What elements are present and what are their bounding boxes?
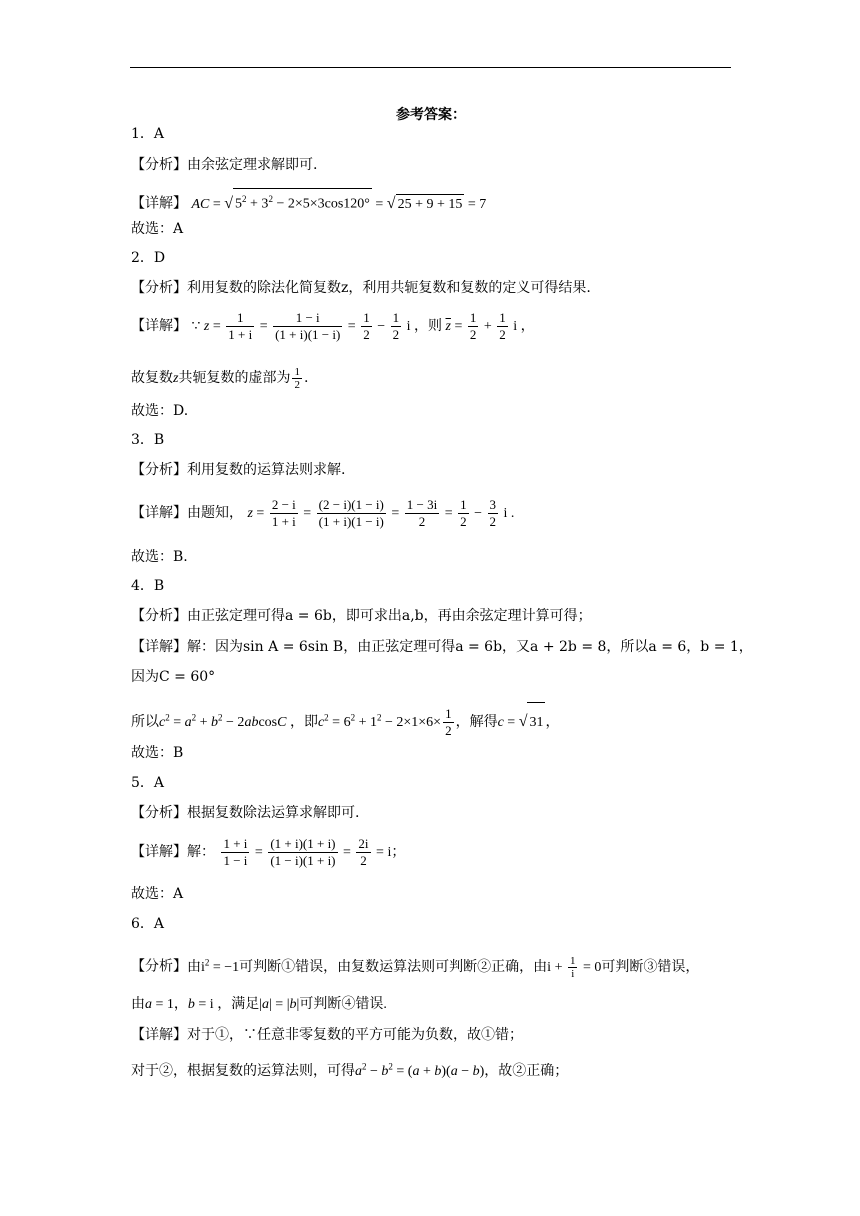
q3-detail-formula: z = $\frac{2 - i}{1 + i}$ = $\frac{(2 - i)(1 - i)}{(1 + i)(1 - i)}$ = $\frac{1 - 3i}{2}$ = $\frac{1}{2}$ − $\frac{3}{2}$ i . [247, 497, 515, 530]
q6-detail-2 [131, 1056, 568, 1082]
q6-analysis-cont [131, 994, 387, 1015]
q1-number: 1．A [131, 126, 165, 142]
q3-number: 3．B [131, 432, 165, 448]
q1-detail [131, 188, 486, 215]
q5-number: 5．A [131, 775, 165, 791]
q4-detail-tag: 【详解】 [131, 639, 187, 655]
q4-number: 4．B [131, 578, 165, 594]
q1-detail-tag: 【详解】 [131, 195, 187, 212]
page-title: 参考答案： [396, 107, 466, 123]
q2-analysis-tag: 【分析】 [131, 280, 187, 296]
q5-detail [131, 832, 405, 873]
q5-choice: 故选：A [131, 886, 184, 902]
q2-conclusion-text: 故复数z共轭复数的虚部为 $\frac{1}{2}$ . [131, 365, 309, 391]
q1-detail-formula: AC = √ $5^2 + 3^2 - 2\times 5\times 3\cos 120^\circ$ = √ 25 + 9 + 15 = 7 [191, 197, 486, 212]
q5-detail-prefix: 解： [187, 844, 215, 860]
q4-analysis [131, 606, 592, 626]
header-rule [130, 67, 731, 68]
q5-analysis-tag: 【分析】 [131, 805, 187, 821]
q3-choice: 故选：B. [131, 549, 188, 565]
q4-detail-text: 解：因为sin A = 6sin B，由正弦定理可得a = 6b，又a + 2b = 8，所以a = 6，b = 1， [187, 639, 753, 655]
q2-detail-tag: 【详解】 [131, 318, 187, 334]
q1-choice: 故选：A [131, 221, 184, 237]
q4-formula [131, 697, 559, 743]
q3-detail-prefix: 由题知， [187, 505, 243, 521]
q3-detail [131, 492, 514, 535]
q2-detail [131, 306, 535, 347]
q6-detail-1 [131, 1025, 523, 1045]
q6-detail-tag: 【详解】 [131, 1027, 187, 1043]
q4-angle: 因为C = 60° [131, 669, 216, 685]
q1-analysis-text: 由余弦定理求解即可. [187, 157, 318, 173]
q2-conclusion [131, 363, 308, 394]
q5-detail-tag: 【详解】 [131, 844, 187, 860]
q6-detail-1-text: 对于①，∵任意非零复数的平方可能为负数，故①错； [187, 1027, 523, 1043]
q1-analysis [131, 155, 317, 175]
q2-detail-formula: ∵ z = $\frac{1}{1 + i}$ = $\frac{1 - i}{(1 + i)(1 - i)}$ = $\frac{1}{2}$ − $\frac{1}{2}$ i ，则 $\overline{z}$ = $\frac{1}{2}$ + $\frac{1}{2}$ i ， [191, 310, 535, 343]
q2-analysis-text: 利用复数的除法化简复数z，利用共轭复数和复数的定义可得结果. [187, 280, 591, 296]
q5-analysis [131, 803, 359, 823]
q6-analysis-text: 由$i^2 = -1$可判断①错误，由复数运算法则可判断②正确，由i + $\frac{1}{i}$ = 0可判断③错误， [187, 954, 700, 980]
q4-formula-text: 所以$c^2 = a^2 + b^2 - 2abcosC$ ，即$c^2 = 6^2 + 1^2 - 2\times 1\times 6\times$ $\frac{1}{2}$ ，解得c = √ 31 ， [131, 715, 559, 730]
q2-analysis [131, 278, 591, 298]
q6-number: 6．A [131, 916, 165, 932]
q3-analysis-tag: 【分析】 [131, 462, 187, 478]
q2-number: 2．D [131, 250, 166, 266]
q2-choice: 故选：D. [131, 403, 189, 419]
q5-analysis-text: 根据复数除法运算求解即可. [187, 805, 360, 821]
q4-choice: 故选：B [131, 745, 184, 761]
q3-detail-tag: 【详解】 [131, 505, 187, 521]
q4-analysis-text: 由正弦定理可得a = 6b，即可求出a,b，再由余弦定理计算可得； [187, 608, 592, 624]
q4-detail [131, 637, 753, 657]
q6-analysis [131, 942, 699, 988]
q6-analysis-cont-text: 由a = 1，b = i ，满足|a| = |b|可判断④错误. [131, 997, 387, 1012]
q3-analysis-text: 利用复数的运算法则求解. [187, 462, 346, 478]
q4-analysis-tag: 【分析】 [131, 608, 187, 624]
q1-analysis-tag: 【分析】 [131, 157, 187, 173]
q6-detail-2-text: 对于②，根据复数的运算法则，可得$a^2 - b^2 = (a + b)(a - b)$，故②正确； [131, 1061, 569, 1079]
q5-detail-formula: $\frac{1 + i}{1 - i}$ = $\frac{(1 + i)(1 + i)}{(1 - i)(1 + i)}$ = $\frac{2i}{2}$ = i； [223, 836, 406, 869]
q6-analysis-tag: 【分析】 [131, 958, 187, 975]
q3-analysis [131, 460, 345, 480]
